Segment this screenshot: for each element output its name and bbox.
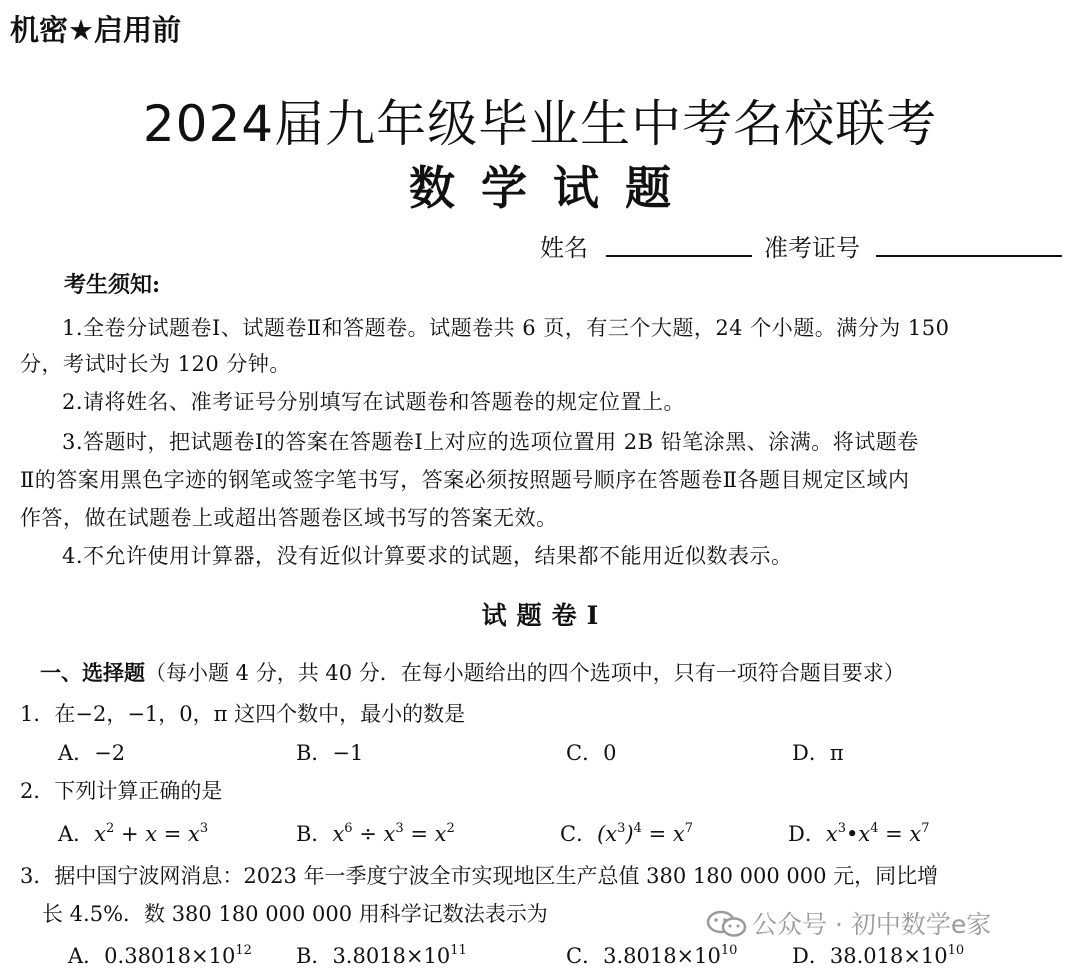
id-label: 准考证号 <box>764 234 860 262</box>
q3-option-b-exponent: 11 <box>450 943 467 958</box>
q3-option-a-exponent: 12 <box>235 943 252 958</box>
notice-line: 1.全卷分试题卷Ⅰ、试题卷Ⅱ和答题卷。试题卷共 6 页，有三个大题，24 个小题。满分为 150 <box>62 316 950 340</box>
q3-option-b-label: B． <box>296 944 333 968</box>
question-3-stem-line2: 长 4.5%．数 380 180 000 000 用科学记数法表示为 <box>42 902 548 926</box>
q2-option-d <box>788 818 930 848</box>
q3-option-d-label: D． <box>792 944 830 968</box>
notice-line: 3.答题时，把试题卷Ⅰ的答案在答题卷Ⅰ上对应的选项位置用 2B 铅笔涂黑、涂满。将试题卷 <box>62 430 919 454</box>
q2-option-b <box>296 818 455 848</box>
question-2-stem: 2．下列计算正确的是 <box>20 779 223 803</box>
q3-option-d <box>792 940 964 970</box>
notice-heading: 考生须知: <box>64 272 161 298</box>
q1-option-c: C．0 <box>566 741 617 765</box>
watermark-text: 公众号 · 初中数学e家 <box>752 910 992 939</box>
q2-option-d-label: D． <box>788 822 826 846</box>
q3-option-a-mantissa: 0.38018×10 <box>104 944 236 968</box>
notice-line: 作答，做在试题卷上或超出答题卷区域书写的答案无效。 <box>20 506 558 530</box>
q3-option-d-mantissa: 38.018×10 <box>829 944 948 968</box>
notice-line: 2.请将姓名、准考证号分别填写在试题卷和答题卷的规定位置上。 <box>62 390 686 414</box>
q3-option-a <box>68 940 252 970</box>
name-label: 姓名 <box>540 234 588 262</box>
q2-option-c <box>560 818 693 848</box>
name-blank <box>606 255 752 257</box>
q2-option-c-formula: $(x^3)^4 = x^7$ <box>597 821 693 846</box>
section-heading-rest: （每小题 4 分，共 40 分．在每小题给出的四个选项中，只有一项符合题目要求） <box>145 661 905 685</box>
question-1-stem: 1．在−2，−1，0，π 这四个数中，最小的数是 <box>20 702 466 726</box>
section-title: 试题卷Ⅰ <box>481 601 609 630</box>
notice-line: Ⅱ的答案用黑色字迹的钢笔或签字笔书写，答案必须按照题号顺序在答题卷Ⅱ各题目规定区域内 <box>20 468 910 492</box>
q2-option-a-formula: $x^2 + x = x^3$ <box>94 821 209 846</box>
q3-option-c <box>566 940 737 970</box>
q2-option-b-label: B． <box>296 822 333 846</box>
q3-option-d-exponent: 10 <box>947 943 965 958</box>
notice-line: 4.不允许使用计算器，没有近似计算要求的试题，结果都不能用近似数表示。 <box>62 544 793 568</box>
exam-title: 2024届九年级毕业生中考名校联考 <box>142 95 938 153</box>
wechat-icon <box>706 910 748 938</box>
confidential-label: 机密★启用前 <box>10 13 181 47</box>
subject-title: 数学试题 <box>409 161 697 215</box>
q3-option-c-mantissa: 3.8018×10 <box>603 944 721 968</box>
notice-line: 分，考试时长为 120 分钟。 <box>20 352 291 376</box>
question-3-stem-line1: 3．据中国宁波网消息：2023 年一季度宁波全市实现地区生产总值 380 180 000 000 元，同比增 <box>20 864 939 888</box>
section-heading <box>40 657 905 687</box>
section-heading-bold: 一、选择题 <box>40 661 145 685</box>
q1-option-d: D．π <box>792 741 844 765</box>
q3-option-b-mantissa: 3.8018×10 <box>332 944 451 968</box>
q1-option-a: A．−2 <box>58 741 126 765</box>
q2-option-a-label: A． <box>58 822 95 846</box>
q3-option-b <box>296 940 467 970</box>
q2-option-b-formula: $x^6 \div x^3 = x^2$ <box>332 821 455 846</box>
id-blank <box>876 255 1062 257</box>
q3-option-c-label: C． <box>566 944 604 968</box>
q3-option-a-label: A． <box>68 944 105 968</box>
q2-option-d-formula: $x^3•x^4 = x^7$ <box>825 821 930 846</box>
q2-option-c-label: C． <box>560 822 598 846</box>
q2-option-a <box>58 818 208 848</box>
q3-option-c-exponent: 10 <box>720 943 738 958</box>
q1-option-b: B．−1 <box>296 741 364 765</box>
